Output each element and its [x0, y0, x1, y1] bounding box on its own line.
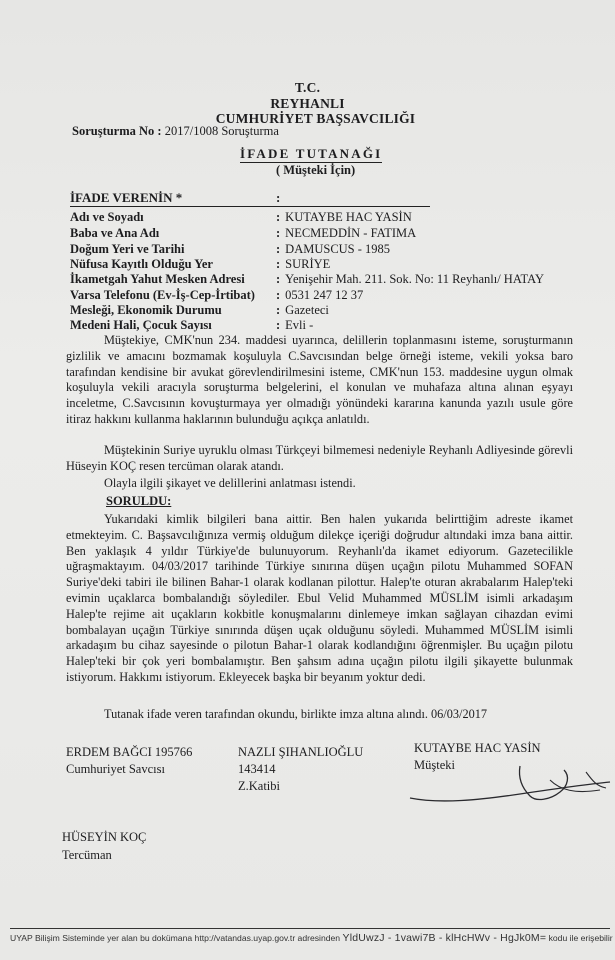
translator-title: Tercüman: [62, 848, 112, 862]
field-value-occupation: : Gazeteci: [276, 303, 329, 317]
clerk-name: NAZLI ŞIHANLIOĞLU: [238, 745, 364, 759]
header-city: REYHANLI: [270, 96, 345, 111]
complainant-name: KUTAYBE HAC YASİN: [414, 741, 541, 755]
field-label-marital: Medeni Hali, Çocuk Sayısı: [70, 318, 212, 332]
translator-name: HÜSEYİN KOÇ: [62, 830, 147, 844]
field-label-address: İkametgah Yahut Mesken Adresi: [70, 272, 245, 286]
footer-verification: [10, 932, 613, 944]
header-office: CUMHURİYET BAŞSAVCILIĞI: [215, 111, 416, 126]
footer-code: YldUwzJ - 1vawi7B - klHcHWv - HgJk0M=: [342, 932, 547, 944]
footer-text: UYAP Bilişim Sisteminde yer alan bu dokümana http://vatandas.uyap.gov.tr adresinden: [10, 933, 341, 943]
clerk-title: Z.Katibi: [238, 779, 281, 793]
field-label-occupation: Mesleği, Ekonomik Durumu: [70, 303, 222, 317]
prosecutor-name: ERDEM BAĞCI 195766: [66, 745, 193, 759]
investigation-number: [72, 124, 279, 139]
rights-paragraph: Müştekiye, CMK'nun 234. maddesi uyarınca, delillerin toplanmasını isteme, soruşturmanın gizlilik ve amacını bozmamak koşuluyla C.Savcısından belge örneği isteme, vekili yoksa baro tarafından kendisine bir avukat görevlendirilmesini isteme, CMK'nun 153. maddesine uygun olmak koşuluyla vekili aracıyla soruşturma belgelerini, el konulan ve muhafaza altına alınan eşyayı inceletme, C.Savcısının kovuşturmaya yer olmadığı yönündeki kararına kanunda yazılı usule göre itiraz hakkını kullanma haklarının bulunduğu açıkça anlatıldı.: [66, 333, 573, 426]
field-value-parents: : NECMEDDİN - FATIMA: [276, 226, 417, 240]
field-value-phone: : 0531 247 12 37: [276, 288, 364, 302]
footer-rule: [10, 928, 610, 929]
complainant-signature: [400, 760, 615, 820]
heading-rule: [70, 206, 430, 207]
investigation-number-label: Soruşturma No :: [72, 124, 162, 138]
field-value-address: : Yenişehir Mah. 211. Sok. No: 11 Reyhanlı/ HATAY: [276, 272, 545, 286]
field-value-marital: : Evli -: [276, 318, 314, 332]
field-label-registry: Nüfusa Kayıtlı Olduğu Yer: [70, 257, 213, 271]
footer-tail: kodu ile erişebilir: [548, 933, 613, 943]
uyap-footer: [0, 928, 615, 960]
field-label-birth: Doğum Yeri ve Tarihi: [70, 242, 185, 256]
questioned-heading: SORULDU:: [106, 494, 172, 508]
complainant-title: Müşteki: [414, 758, 455, 772]
field-label-name: Adı ve Soyadı: [70, 210, 144, 224]
document-title: İFADE TUTANAĞI: [240, 146, 383, 161]
clerk-number: 143414: [238, 762, 276, 776]
translator-paragraph: Müştekinin Suriye uyruklu olması Türkçeyi bilmemesi nedeniyle Reyhanlı Adliyesinde görevli Hüseyin KOÇ resen tercüman olarak atandı.: [66, 443, 573, 473]
document-subtitle: ( Müşteki İçin): [276, 163, 356, 177]
field-label-phone: Varsa Telefonu (Ev-İş-Cep-İrtibat): [70, 288, 255, 302]
request-paragraph: Olayla ilgili şikayet ve delillerini anlatması istendi.: [104, 476, 356, 490]
header-tc: T.C.: [294, 80, 321, 95]
field-value-registry: : SURİYE: [276, 257, 331, 271]
field-value-birth: : DAMUSCUS - 1985: [276, 242, 391, 256]
statement-giver-colon: :: [276, 190, 281, 205]
field-label-parents: Baba ve Ana Adı: [70, 226, 160, 240]
statement-giver-heading: İFADE VERENİN *: [70, 190, 183, 205]
closing-paragraph: Tutanak ifade veren tarafından okundu, birlikte imza altına alındı. 06/03/2017: [104, 707, 488, 721]
prosecutor-title: Cumhuriyet Savcısı: [66, 762, 165, 776]
field-value-name: : KUTAYBE HAC YASİN: [276, 210, 412, 224]
investigation-number-value: 2017/1008 Soruşturma: [164, 124, 279, 138]
statement-paragraph: Yukarıdaki kimlik bilgileri bana aittir. Ben halen yukarıda belirttiğim adreste ikamet etmekteyim. C. Başsavcılığınıza vermiş olduğum dilekçe içeriği doğrudur altındaki imza bana aittir. Ben yaklaşık 4 yıldır Türkiye'de bulunuyorum. Reyhanlı'da ikamet ediyorum. Gazetecilikle uğraşmaktayım. 04/03/2017 tarihinde Türkiye sınırına düşen uçağın pilotu Muhammed SOFAN Suriye'deki tabiri ile bilinen Bahar-1 olarak kodlanan pilottur. Halep'te oturan akrabalarım Halep'teki evimin uçaklarca bombalandığı söylediler. Ebul Velid Muhammed MÜSLİM isimli arkadaşım Halep'te rejime ait uçakların kokbitle konuşmalarını dinlemeye imkan sağlayan cihazdan evimi bombalayan uçağın Türkiye sınırında düşen uçak olduğunu söyledi. Muhammed MÜSLİM isimli arkadaşım bu cihaz sayesinde o pilotun Bahar-1 olarak kodlandığını öğrenmişler. Bu uçağın pilotu Halep'teki bir çok yeri bombalamıştır. Ben şahsım adına uçağın pilotu ilgili şikayette bulunmak istiyorum. Hakkımı istiyorum. Ekleyecek başka bir beyanım yoktur dedi.: [66, 512, 573, 684]
